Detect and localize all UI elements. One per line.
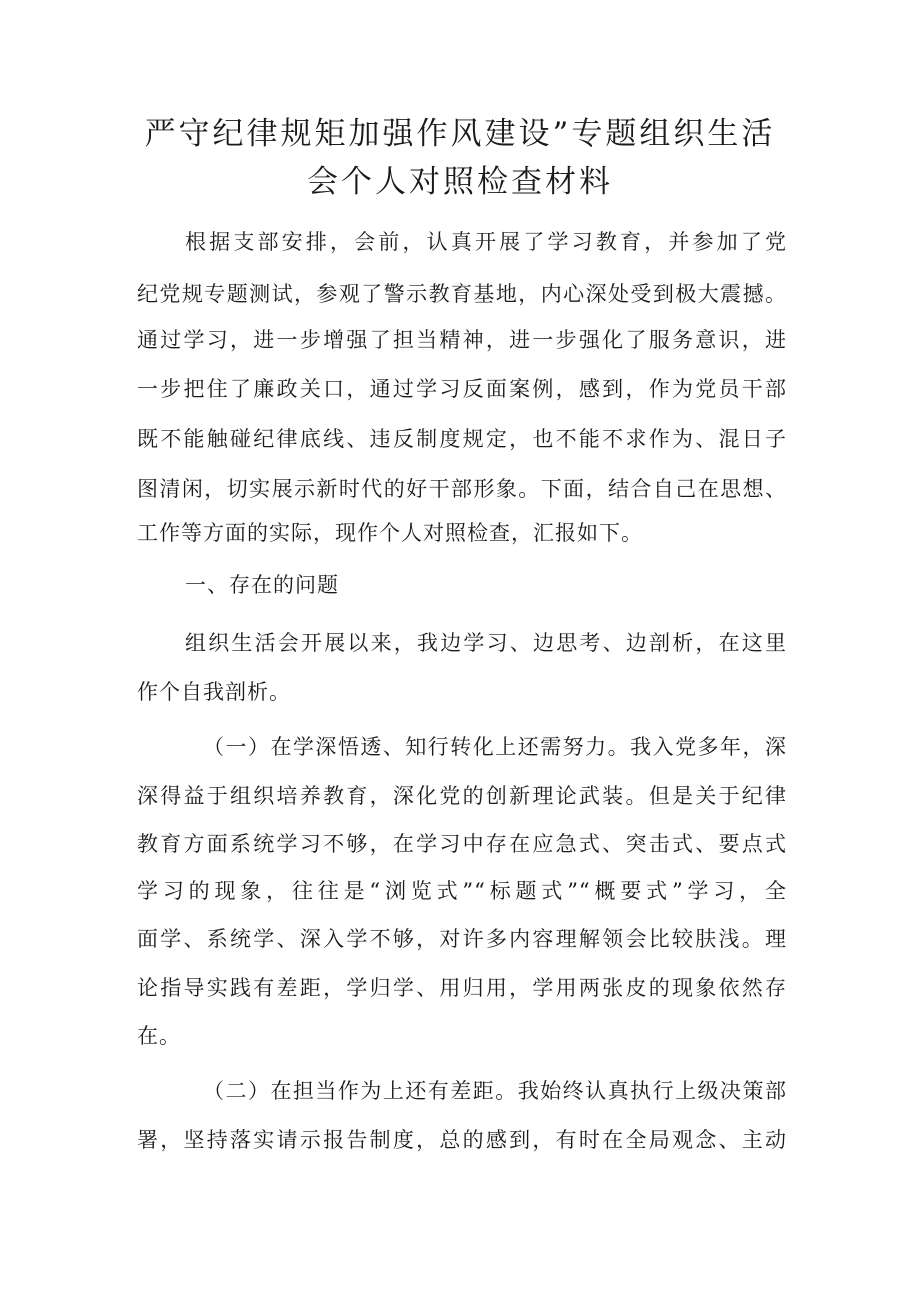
document-title-line-2: 会个人对照检查材料 bbox=[307, 164, 613, 200]
subsection-line: （二）在担当作为上还有差距。我始终认真执行上级决策部 bbox=[203, 1079, 787, 1103]
body-text-line: 论指导实践有差距，学归学、用归用，学用两张皮的现象依然存 bbox=[137, 976, 787, 1000]
body-text-line: 组织生活会开展以来，我边学习、边思考、边剖析，在这里 bbox=[185, 631, 787, 655]
document-title-line-1: 严守纪律规矩加强作风建设”专题组织生活 bbox=[144, 116, 776, 152]
body-text-line: 作个自我剖析。 bbox=[137, 680, 291, 704]
body-text-line: 在。 bbox=[137, 1024, 181, 1048]
body-text-line: 深得益于组织培养教育，深化党的创新理论武装。但是关于纪律 bbox=[137, 784, 787, 808]
body-text-line: 教育方面系统学习不够，在学习中存在应急式、突击式、要点式 bbox=[137, 832, 787, 856]
body-text-line: 纪党规专题测试，参观了警示教育基地，内心深处受到极大震撼。 bbox=[137, 282, 787, 306]
subsection-line: （一）在学深悟透、知行转化上还需努力。我入党多年，深 bbox=[203, 735, 787, 759]
body-text-line: 图清闲，切实展示新时代的好干部形象。下面，结合自己在思想、 bbox=[137, 477, 787, 501]
body-text-line: 工作等方面的实际，现作个人对照检查，汇报如下。 bbox=[137, 521, 643, 545]
body-text-line: 既不能触碰纪律底线、违反制度规定，也不能不求作为、混日子 bbox=[137, 427, 787, 451]
body-text-line: 通过学习，进一步增强了担当精神，进一步强化了服务意识，进 bbox=[137, 328, 787, 352]
body-text-line: 根据支部安排，会前，认真开展了学习教育，并参加了党 bbox=[185, 230, 787, 254]
section-heading: 一、存在的问题 bbox=[185, 573, 339, 597]
body-text-line: 面学、系统学、深入学不够，对许多内容理解领会比较肤浅。理 bbox=[137, 927, 787, 951]
body-text-line: 学习的现象，往往是“浏览式”“标题式”“概要式”学习，全 bbox=[137, 879, 787, 903]
body-text-line: 署，坚持落实请示报告制度，总的感到，有时在全局观念、主动 bbox=[137, 1128, 787, 1152]
body-text-line: 一步把住了廉政关口，通过学习反面案例，感到，作为党员干部 bbox=[137, 377, 787, 401]
